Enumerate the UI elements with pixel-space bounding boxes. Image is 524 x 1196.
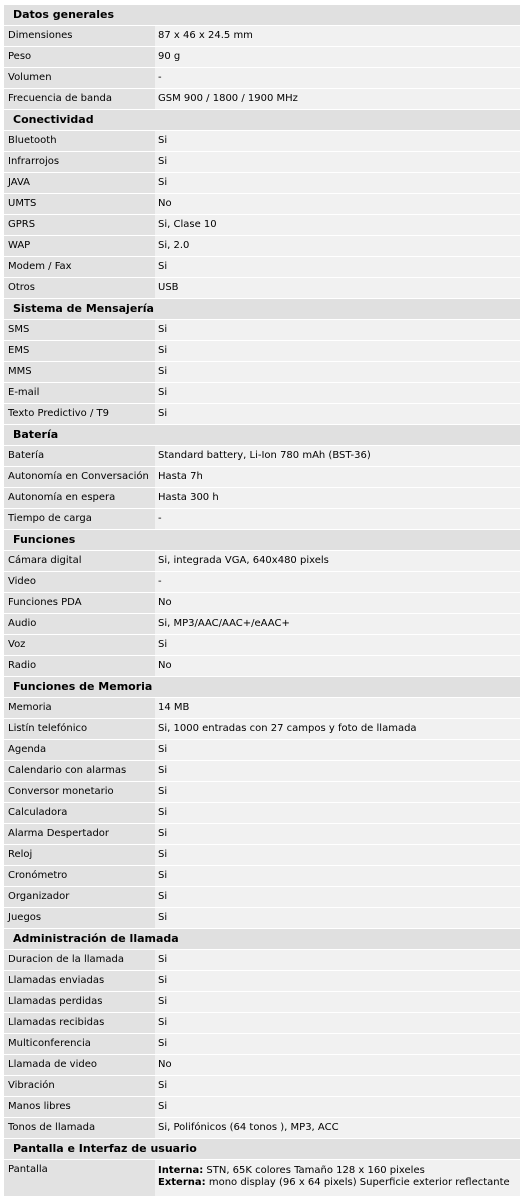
spec-value: Si [155, 1013, 520, 1033]
interna-value: STN, 65K colores Tamaño 128 x 160 pixeles [203, 1165, 425, 1176]
spec-label: Alarma Despertador [4, 824, 155, 844]
spec-label: WAP [4, 236, 155, 256]
spec-row [4, 635, 520, 655]
spec-label: Juegos [4, 908, 155, 928]
spec-row [4, 593, 520, 613]
spec-rows [4, 5, 520, 1160]
spec-row [4, 1055, 520, 1075]
spec-label: Dimensiones [4, 26, 155, 46]
spec-value: No [155, 1055, 520, 1075]
spec-row [4, 89, 520, 109]
spec-value: 87 x 46 x 24.5 mm [155, 26, 520, 46]
spec-label: Calculadora [4, 803, 155, 823]
spec-label: Agenda [4, 740, 155, 760]
spec-label: Radio [4, 656, 155, 676]
spec-label: Multiconferencia [4, 1034, 155, 1054]
spec-value: GSM 900 / 1800 / 1900 MHz [155, 89, 520, 109]
spec-row [4, 26, 520, 46]
spec-row [4, 1076, 520, 1096]
spec-value: Si [155, 173, 520, 193]
spec-label: Memoria [4, 698, 155, 718]
spec-value: Hasta 7h [155, 467, 520, 487]
spec-value: Si [155, 908, 520, 928]
spec-row [4, 1097, 520, 1117]
spec-label: Vibración [4, 1076, 155, 1096]
spec-value: Si, Clase 10 [155, 215, 520, 235]
spec-row [4, 866, 520, 886]
spec-row [4, 383, 520, 403]
spec-label: Peso [4, 47, 155, 67]
spec-label: Duracion de la llamada [4, 950, 155, 970]
spec-value: Si [155, 782, 520, 802]
spec-value: Si, 1000 entradas con 27 campos y foto de llamada [155, 719, 520, 739]
spec-row [4, 68, 520, 88]
section-header: Administración de llamada [4, 929, 520, 949]
spec-row [4, 257, 520, 277]
spec-row-pantalla [4, 1160, 520, 1196]
spec-value: Si [155, 383, 520, 403]
spec-value: Si [155, 824, 520, 844]
spec-row [4, 488, 520, 508]
spec-row [4, 131, 520, 151]
spec-value: Si [155, 1097, 520, 1117]
spec-label: Voz [4, 635, 155, 655]
spec-label: Bluetooth [4, 131, 155, 151]
spec-value: Si [155, 887, 520, 907]
section-header: Conectividad [4, 110, 520, 130]
spec-value: No [155, 593, 520, 613]
spec-label: E-mail [4, 383, 155, 403]
spec-label: Frecuencia de banda [4, 89, 155, 109]
spec-value: Si [155, 362, 520, 382]
spec-row [4, 236, 520, 256]
section-header: Sistema de Mensajería [4, 299, 520, 319]
spec-row [4, 1034, 520, 1054]
spec-row [4, 278, 520, 298]
spec-row [4, 698, 520, 718]
spec-value: Si [155, 866, 520, 886]
spec-value: Si, Polifónicos (64 tonos ), MP3, ACC [155, 1118, 520, 1138]
spec-label: Llamadas enviadas [4, 971, 155, 991]
spec-row [4, 152, 520, 172]
spec-value: Si [155, 845, 520, 865]
spec-row [4, 1013, 520, 1033]
spec-value: Si [155, 635, 520, 655]
spec-value [155, 1160, 520, 1196]
spec-label: Otros [4, 278, 155, 298]
spec-row [4, 908, 520, 928]
spec-value: Si [155, 257, 520, 277]
spec-label: Llamadas recibidas [4, 1013, 155, 1033]
spec-value: - [155, 509, 520, 529]
spec-label: Autonomía en espera [4, 488, 155, 508]
spec-label: Calendario con alarmas [4, 761, 155, 781]
spec-value: Si [155, 950, 520, 970]
spec-label: Audio [4, 614, 155, 634]
spec-label: Infrarrojos [4, 152, 155, 172]
spec-row [4, 761, 520, 781]
spec-value: Si [155, 971, 520, 991]
spec-value: No [155, 194, 520, 214]
section-header: Datos generales [4, 5, 520, 25]
spec-row [4, 467, 520, 487]
pantalla-interna [158, 1165, 520, 1177]
spec-label: Listín telefónico [4, 719, 155, 739]
spec-label: EMS [4, 341, 155, 361]
spec-value: 14 MB [155, 698, 520, 718]
section-header: Funciones [4, 530, 520, 550]
spec-label: Tonos de llamada [4, 1118, 155, 1138]
spec-value: Si [155, 740, 520, 760]
spec-label: GPRS [4, 215, 155, 235]
section-header: Pantalla e Interfaz de usuario [4, 1139, 520, 1159]
spec-row [4, 173, 520, 193]
spec-label: Funciones PDA [4, 593, 155, 613]
spec-value: Si [155, 341, 520, 361]
spec-value: Standard battery, Li-Ion 780 mAh (BST-36) [155, 446, 520, 466]
spec-row [4, 551, 520, 571]
spec-row [4, 194, 520, 214]
spec-value: Si [155, 131, 520, 151]
externa-value: mono display (96 x 64 pixels) Superficie exterior reflectante [205, 1177, 510, 1188]
spec-value: No [155, 656, 520, 676]
section-header: Funciones de Memoria [4, 677, 520, 697]
spec-value: Si [155, 992, 520, 1012]
spec-row [4, 656, 520, 676]
spec-row [4, 1118, 520, 1138]
spec-row [4, 509, 520, 529]
spec-row [4, 971, 520, 991]
spec-label: Modem / Fax [4, 257, 155, 277]
spec-row [4, 887, 520, 907]
spec-label: Cronómetro [4, 866, 155, 886]
spec-row [4, 950, 520, 970]
spec-value: Si [155, 320, 520, 340]
spec-value: 90 g [155, 47, 520, 67]
spec-label: Batería [4, 446, 155, 466]
pantalla-externa [158, 1177, 520, 1189]
section-header: Batería [4, 425, 520, 445]
spec-row [4, 572, 520, 592]
spec-row [4, 47, 520, 67]
spec-row [4, 740, 520, 760]
spec-row [4, 404, 520, 424]
spec-row [4, 362, 520, 382]
spec-label: MMS [4, 362, 155, 382]
spec-label: UMTS [4, 194, 155, 214]
spec-row [4, 341, 520, 361]
spec-value: Si [155, 803, 520, 823]
spec-value: Si [155, 761, 520, 781]
spec-label: JAVA [4, 173, 155, 193]
spec-label: Manos libres [4, 1097, 155, 1117]
spec-row [4, 446, 520, 466]
spec-row [4, 992, 520, 1012]
spec-row [4, 824, 520, 844]
spec-label: Texto Predictivo / T9 [4, 404, 155, 424]
spec-label: Volumen [4, 68, 155, 88]
spec-value: - [155, 68, 520, 88]
spec-table [4, 5, 520, 1196]
spec-label: Llamadas perdidas [4, 992, 155, 1012]
spec-value: Si [155, 1076, 520, 1096]
spec-value: Si, MP3/AAC/AAC+/eAAC+ [155, 614, 520, 634]
spec-row [4, 719, 520, 739]
spec-label: Video [4, 572, 155, 592]
spec-value: Si [155, 1034, 520, 1054]
spec-row [4, 215, 520, 235]
spec-value: Si, integrada VGA, 640x480 pixels [155, 551, 520, 571]
spec-row [4, 782, 520, 802]
spec-label: SMS [4, 320, 155, 340]
spec-label: Llamada de video [4, 1055, 155, 1075]
spec-row [4, 320, 520, 340]
spec-label: Tiempo de carga [4, 509, 155, 529]
spec-value: Si, 2.0 [155, 236, 520, 256]
spec-value: Hasta 300 h [155, 488, 520, 508]
spec-label: Pantalla [4, 1160, 155, 1196]
spec-label: Cámara digital [4, 551, 155, 571]
interna-label: Interna: [158, 1165, 204, 1176]
spec-row [4, 614, 520, 634]
spec-row [4, 803, 520, 823]
spec-value: Si [155, 152, 520, 172]
spec-label: Autonomía en Conversación [4, 467, 155, 487]
externa-label: Externa: [158, 1177, 206, 1188]
spec-label: Organizador [4, 887, 155, 907]
spec-value: Si [155, 404, 520, 424]
spec-label: Reloj [4, 845, 155, 865]
spec-value: - [155, 572, 520, 592]
spec-label: Conversor monetario [4, 782, 155, 802]
spec-value: USB [155, 278, 520, 298]
spec-row [4, 845, 520, 865]
